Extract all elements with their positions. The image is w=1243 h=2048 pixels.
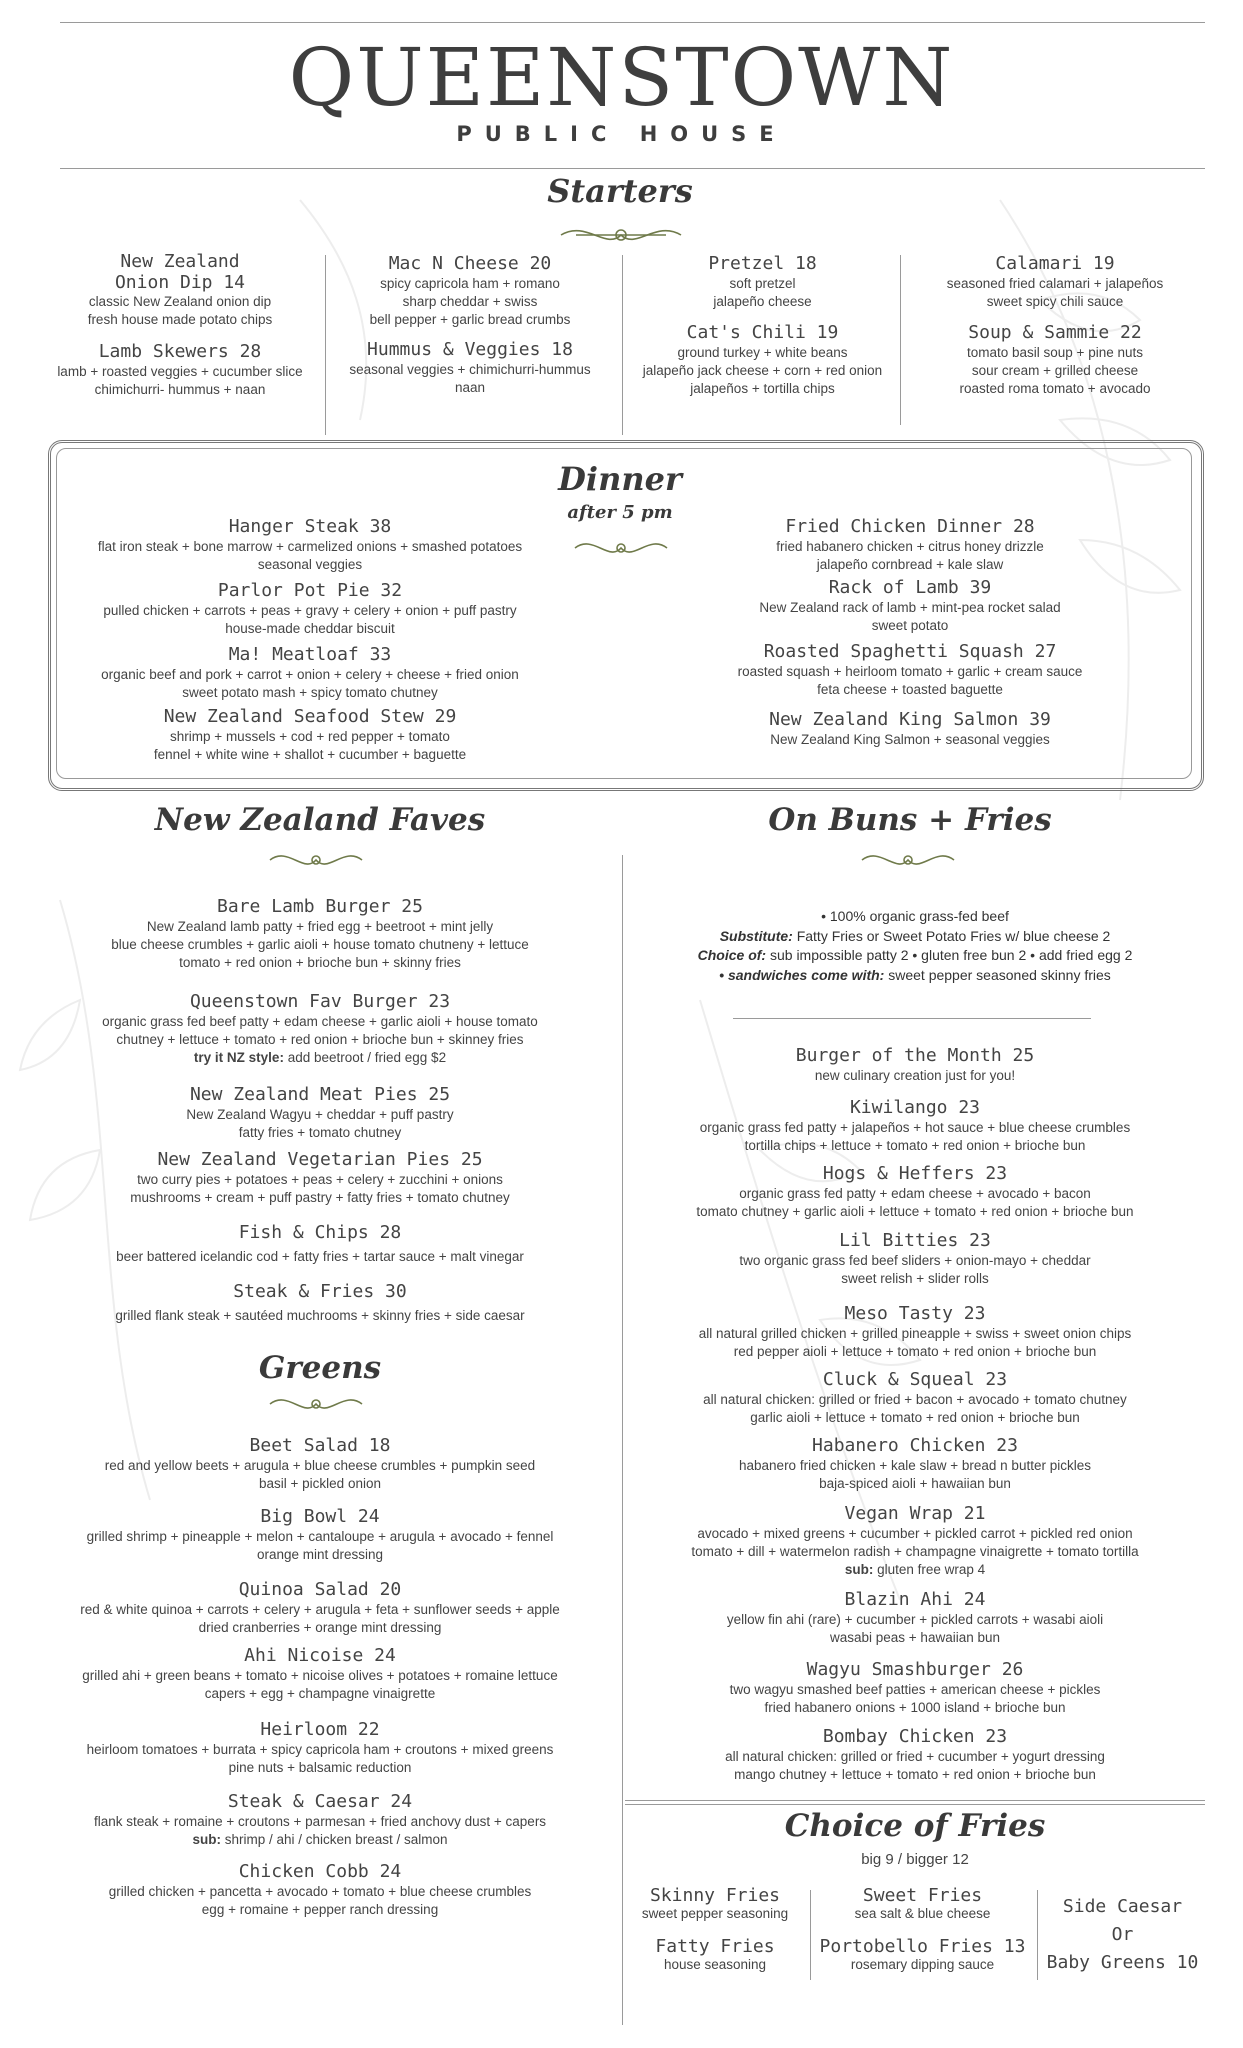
fries-size-prices: big 9 / bigger 12 [861, 1851, 969, 1868]
item-desc: organic grass fed beef patty + edam cheese + garlic aioli + house tomato [102, 1013, 538, 1029]
buns-rule [733, 1018, 1091, 1019]
buns-item [650, 1436, 1180, 1493]
note-text: add beetroot / fried egg $2 [283, 1049, 447, 1065]
item-desc: two curry pies + potatoes + peas + celery + zucchini + onions [137, 1171, 503, 1187]
dinner-item [680, 517, 1140, 574]
item-desc: egg + romaine + pepper ranch dressing [201, 1901, 439, 1917]
item-desc: two wagyu smashed beef patties + american cheese + pickles [729, 1681, 1101, 1697]
column-divider [325, 255, 326, 435]
item-name: New Zealand King Salmon 39 [769, 709, 1051, 730]
item-desc: New Zealand Wagyu + cheddar + puff pastry [186, 1106, 454, 1122]
item-desc: New Zealand rack of lamb + mint-pea rocket salad [759, 599, 1061, 615]
buns-item [650, 1370, 1180, 1427]
brand-title: QUEENSTOWN [288, 31, 955, 124]
dinner-item [60, 517, 560, 574]
starter-item [630, 254, 895, 311]
item-name: Queenstown Fav Burger 23 [189, 991, 451, 1012]
item-desc: feta cheese + toasted baguette [817, 681, 1003, 697]
item-name: Fish & Chips 28 [238, 1222, 402, 1243]
intro-line [650, 966, 1180, 986]
flourish-ornament-icon [571, 534, 671, 562]
item-desc: organic beef and pork + carrot + onion + celery + cheese + fried onion [101, 666, 519, 682]
faves-item [60, 992, 580, 1067]
faves-item [60, 1150, 580, 1207]
side-line: Or [1111, 1923, 1134, 1945]
item-desc: habanero fried chicken + kale slaw + bread n butter pickles [739, 1457, 1091, 1473]
item-name: Mac N Cheese 20 [388, 253, 552, 274]
item-name: Heirloom 22 [260, 1719, 380, 1740]
item-desc: red & white quinoa + carrots + celery + arugula + feta + sunflower seeds + apple [80, 1601, 560, 1617]
item-name: New Zealand Meat Pies 25 [189, 1084, 451, 1105]
greens-item [50, 1580, 590, 1637]
item-desc: two organic grass fed beef sliders + onion-mayo + cheddar [739, 1252, 1091, 1268]
fries-item [630, 1885, 800, 1921]
column-divider [622, 255, 623, 435]
header-rule [60, 168, 1205, 169]
item-desc: soft pretzel [729, 275, 796, 291]
fries-title: Choice of Fries [784, 1808, 1046, 1844]
buns-item [650, 1504, 1180, 1579]
item-name: Lamb Skewers 28 [98, 341, 262, 362]
item-name: Beet Salad 18 [249, 1435, 391, 1456]
flourish-ornament-icon [858, 846, 958, 874]
item-desc: jalapeño cornbread + kale slaw [816, 556, 1004, 572]
item-name: Habanero Chicken 23 [812, 1435, 1018, 1456]
item-desc: mango chutney + lettuce + tomato + red onion + brioche bun [734, 1766, 1096, 1782]
item-name: Bare Lamb Burger 25 [217, 896, 423, 917]
greens-item [50, 1792, 590, 1849]
item-desc: New Zealand King Salmon + seasonal veggies [770, 731, 1050, 747]
item-desc: tomato + red onion + brioche bun + skinny fries [179, 954, 461, 970]
item-desc: all natural grilled chicken + grilled pineapple + swiss + sweet onion chips [698, 1325, 1132, 1341]
flourish-ornament-icon [266, 846, 366, 874]
item-name: Pretzel 18 [708, 253, 817, 274]
fries-subtitle [720, 1850, 1110, 1870]
note-label: sub: [192, 1831, 221, 1847]
greens-item [50, 1720, 590, 1777]
item-desc: wasabi peas + hawaiian bun [830, 1629, 1000, 1645]
item-desc: fatty fries + tomato chutney [238, 1124, 402, 1140]
item-name: New Zealand Vegetarian Pies 25 [157, 1149, 483, 1170]
side-option [1040, 1893, 1205, 1977]
item-name: Parlor Pot Pie 32 [217, 580, 403, 601]
item-desc: red pepper aioli + lettuce + tomato + red onion + brioche bun [733, 1343, 1097, 1359]
buns-item [650, 1304, 1180, 1361]
faves-item [60, 897, 580, 972]
item-desc: yellow fin ahi (rare) + cucumber + pickled carrots + wasabi aioli [726, 1611, 1104, 1627]
item-desc: sweet spicy chili sauce [986, 293, 1124, 309]
item-desc: tomato + dill + watermelon radish + champagne vinaigrette + tomato tortilla [691, 1543, 1139, 1559]
greens-item [50, 1862, 590, 1919]
item-desc: shrimp + mussels + cod + red pepper + tomato [170, 728, 450, 744]
dinner-item [680, 578, 1140, 635]
buns-item [650, 1164, 1180, 1221]
starter-item [910, 323, 1200, 398]
faves-item [60, 1085, 580, 1142]
intro-text: sub impossible patty 2 • gluten free bun 2 • add fried egg 2 [766, 947, 1133, 964]
item-desc: sea salt & blue cheese [854, 1906, 991, 1921]
buns-intro [650, 907, 1180, 985]
fries-item [630, 1936, 800, 1972]
item-name: Portobello Fries 13 [819, 1936, 1026, 1957]
item-desc: grilled flank steak + sautéed muchrooms + skinny fries + side caesar [115, 1307, 525, 1323]
item-desc: fresh house made potato chips [87, 312, 273, 328]
buns-item [650, 1098, 1180, 1155]
buns-item [650, 1727, 1180, 1784]
item-desc: tomato basil soup + pine nuts [967, 344, 1143, 360]
column-divider [622, 855, 623, 2025]
item-name: Rack of Lamb 39 [828, 577, 992, 598]
item-desc: sharp cheddar + swiss [402, 293, 538, 309]
item-desc: seasonal veggies + chimichurri-hummus [349, 361, 591, 377]
item-name: Burger of the Month 25 [795, 1045, 1035, 1066]
dinner-item [60, 581, 560, 638]
item-name: Steak & Caesar 24 [227, 1791, 413, 1812]
item-desc: seasoned fried calamari + jalapeños [946, 275, 1164, 291]
dinner-title: Dinner [558, 460, 682, 498]
item-desc: flank steak + romaine + croutons + parmesan + fried anchovy dust + capers [93, 1813, 547, 1829]
side-line: Side Caesar [1062, 1896, 1183, 1917]
item-desc: grilled ahi + green beans + tomato + nicoise olives + potatoes + romaine lettuce [82, 1667, 558, 1683]
starter-item [910, 254, 1200, 311]
item-note [650, 1561, 1180, 1579]
fries-rule [625, 1800, 1205, 1801]
intro-label: Choice of: [697, 947, 767, 964]
item-desc: jalapeños + tortilla chips [690, 380, 835, 396]
item-desc: red and yellow beets + arugula + blue cheese crumbles + pumpkin seed [104, 1457, 536, 1473]
intro-label: Substitute: [719, 927, 793, 944]
item-note [60, 1049, 580, 1067]
item-desc: avocado + mixed greens + cucumber + pickled carrot + pickled red onion [697, 1525, 1133, 1541]
greens-item [50, 1436, 590, 1493]
item-desc: fried habanero onions + 1000 island + brioche bun [764, 1699, 1066, 1715]
item-desc: tortilla chips + lettuce + tomato + red onion + brioche bun [744, 1137, 1086, 1153]
item-name: Hogs & Heffers 23 [822, 1163, 1008, 1184]
item-name: Fatty Fries [655, 1936, 775, 1957]
item-desc: ground turkey + white beans [677, 344, 848, 360]
item-desc: lamb + roasted veggies + cucumber slice [57, 363, 303, 379]
item-name: Onion Dip 14 [114, 271, 246, 293]
flourish-ornament-icon [266, 1390, 366, 1418]
item-desc: New Zealand lamb patty + fried egg + beetroot + mint jelly [146, 918, 494, 934]
item-name: Blazin Ahi 24 [844, 1589, 986, 1610]
item-name: Skinny Fries [649, 1885, 781, 1906]
note-label: try it NZ style: [193, 1049, 284, 1065]
note-label: sub: [844, 1561, 874, 1577]
buns-item [650, 1231, 1180, 1288]
item-desc: roasted squash + heirloom tomato + garlic + cream sauce [737, 663, 1083, 679]
starters-title: Starters [547, 172, 693, 210]
fries-rule [625, 1804, 1205, 1805]
buns-item [650, 1660, 1180, 1717]
flourish-ornament-icon [556, 220, 686, 250]
intro-text: sweet pepper seasoned skinny fries [884, 966, 1111, 983]
item-desc: capers + egg + champagne vinaigrette [204, 1685, 436, 1701]
dinner-item [60, 707, 560, 764]
item-name: Sweet Fries [862, 1885, 983, 1906]
item-desc: chimichurri- hummus + naan [94, 381, 266, 397]
item-desc: all natural chicken: grilled or fried + cucumber + yogurt dressing [725, 1748, 1105, 1764]
top-rule [60, 22, 1205, 23]
item-name: Ahi Nicoise 24 [244, 1645, 396, 1666]
item-desc: naan [454, 379, 486, 395]
starter-item [335, 340, 605, 397]
item-desc: sweet relish + slider rolls [841, 1270, 989, 1286]
item-desc: organic grass fed patty + edam cheese + avocado + bacon [739, 1185, 1091, 1201]
column-divider [1037, 1890, 1038, 1980]
item-desc: classic New Zealand onion dip [88, 294, 272, 310]
buns-title: On Buns + Fries [768, 802, 1052, 838]
dinner-item [680, 710, 1140, 749]
starter-item [45, 342, 315, 399]
faves-item [60, 1282, 580, 1325]
item-name: Hummus & Veggies 18 [367, 339, 573, 360]
item-desc: roasted roma tomato + avocado [959, 380, 1151, 396]
item-desc: jalapeño cheese [713, 293, 812, 309]
buns-item [650, 1046, 1180, 1085]
buns-item [650, 1590, 1180, 1647]
side-line: Baby Greens 10 [1046, 1951, 1199, 1973]
item-name: Steak & Fries 30 [233, 1281, 407, 1302]
item-name: Soup & Sammie 22 [968, 322, 1142, 343]
item-desc: dried cranberries + orange mint dressing [198, 1619, 442, 1635]
item-name: Hanger Steak 38 [228, 516, 392, 537]
item-desc: all natural chicken: grilled or fried + bacon + avocado + tomato chutney [703, 1391, 1127, 1407]
item-desc: grilled chicken + pancetta + avocado + tomato + blue cheese crumbles [108, 1883, 532, 1899]
dinner-item [680, 642, 1140, 699]
item-desc: sweet potato mash + spicy tomato chutney [182, 684, 438, 700]
note-text: shrimp / ahi / chicken breast / salmon [220, 1831, 448, 1847]
item-desc: new culinary creation just for you! [814, 1067, 1016, 1083]
item-note [50, 1831, 590, 1849]
item-desc: pine nuts + balsamic reduction [228, 1759, 412, 1775]
item-desc: blue cheese crumbles + garlic aioli + house tomato chutneny + lettuce [111, 936, 529, 952]
item-name: Quinoa Salad 20 [238, 1579, 402, 1600]
item-name: Calamari 19 [995, 253, 1115, 274]
item-desc: house-made cheddar biscuit [225, 620, 395, 636]
fries-item [815, 1885, 1030, 1921]
dinner-subtitle: after 5 pm [567, 502, 673, 523]
item-name: Lil Bitties 23 [839, 1230, 991, 1251]
item-name: Meso Tasty 23 [844, 1303, 986, 1324]
item-name: Wagyu Smashburger 26 [806, 1659, 1024, 1680]
item-name: Cluck & Squeal 23 [822, 1369, 1008, 1390]
item-name: Bombay Chicken 23 [822, 1726, 1008, 1747]
item-desc: bell pepper + garlic bread crumbs [369, 311, 571, 327]
intro-line: • 100% organic grass-fed beef [821, 908, 1009, 924]
note-text: gluten free wrap 4 [873, 1561, 986, 1577]
item-desc: baja-spiced aioli + hawaiian bun [819, 1475, 1011, 1491]
item-desc: fennel + white wine + shallot + cucumber + baguette [153, 746, 467, 762]
starter-item [335, 254, 605, 329]
item-name: Ma! Meatloaf 33 [228, 644, 392, 665]
greens-item [50, 1507, 590, 1564]
item-desc: orange mint dressing [256, 1546, 384, 1562]
item-name: Roasted Spaghetti Squash 27 [763, 641, 1057, 662]
item-desc: beer battered icelandic cod + fatty fries + tartar sauce + malt vinegar [116, 1248, 524, 1264]
item-desc: mushrooms + cream + puff pastry + fatty fries + tomato chutney [130, 1189, 510, 1205]
item-desc: jalapeño jack cheese + corn + red onion [642, 362, 883, 378]
intro-label: • sandwiches come with: [719, 966, 885, 983]
brand-subtitle: PUBLIC HOUSE [456, 122, 787, 146]
greens-item [50, 1646, 590, 1703]
faves-item [60, 1223, 580, 1266]
item-desc: organic grass fed patty + jalapeños + hot sauce + blue cheese crumbles [699, 1119, 1131, 1135]
fries-item [815, 1936, 1030, 1972]
item-desc: garlic aioli + lettuce + tomato + red onion + brioche bun [750, 1409, 1080, 1425]
item-name: Cat's Chili 19 [686, 322, 839, 343]
starter-item [60, 252, 300, 329]
item-name: New Zealand [120, 251, 240, 272]
item-name: Big Bowl 24 [260, 1506, 380, 1527]
starter-item [630, 323, 895, 398]
item-desc: fried habanero chicken + citrus honey drizzle [776, 538, 1044, 554]
item-name: Kiwilango 23 [849, 1097, 981, 1118]
item-desc: tomato chutney + garlic aioli + lettuce + tomato + red onion + brioche bun [696, 1203, 1134, 1219]
item-desc: basil + pickled onion [259, 1475, 381, 1491]
intro-text: Fatty Fries or Sweet Potato Fries w/ blue cheese 2 [792, 927, 1111, 944]
item-name: Fried Chicken Dinner 28 [785, 516, 1035, 537]
item-name: New Zealand Seafood Stew 29 [163, 706, 457, 727]
item-desc: grilled shrimp + pineapple + melon + cantaloupe + arugula + avocado + fennel [86, 1528, 554, 1544]
item-desc: sweet potato [871, 617, 949, 633]
item-desc: house seasoning [663, 1957, 767, 1972]
item-desc: rosemary dipping sauce [850, 1957, 995, 1972]
dinner-item [60, 645, 560, 702]
item-desc: pulled chicken + carrots + peas + gravy + celery + onion + puff pastry [103, 602, 517, 618]
item-desc: sour cream + grilled cheese [971, 362, 1139, 378]
intro-line [650, 927, 1180, 947]
column-divider [900, 255, 901, 425]
faves-title: New Zealand Faves [154, 802, 486, 838]
intro-line [650, 946, 1180, 966]
column-divider [810, 1890, 811, 1980]
item-desc: spicy capricola ham + romano [380, 275, 560, 291]
item-desc: seasonal veggies [257, 556, 363, 572]
item-name: Chicken Cobb 24 [238, 1861, 402, 1882]
item-desc: heirloom tomatoes + burrata + spicy capricola ham + croutons + mixed greens [86, 1741, 554, 1757]
item-desc: flat iron steak + bone marrow + carmelized onions + smashed potatoes [97, 538, 523, 554]
greens-title: Greens [258, 1350, 382, 1386]
item-desc: sweet pepper seasoning [641, 1906, 789, 1921]
item-desc: chutney + lettuce + tomato + red onion + brioche bun + skinney fries [116, 1031, 524, 1047]
item-name: Vegan Wrap 21 [844, 1503, 986, 1524]
